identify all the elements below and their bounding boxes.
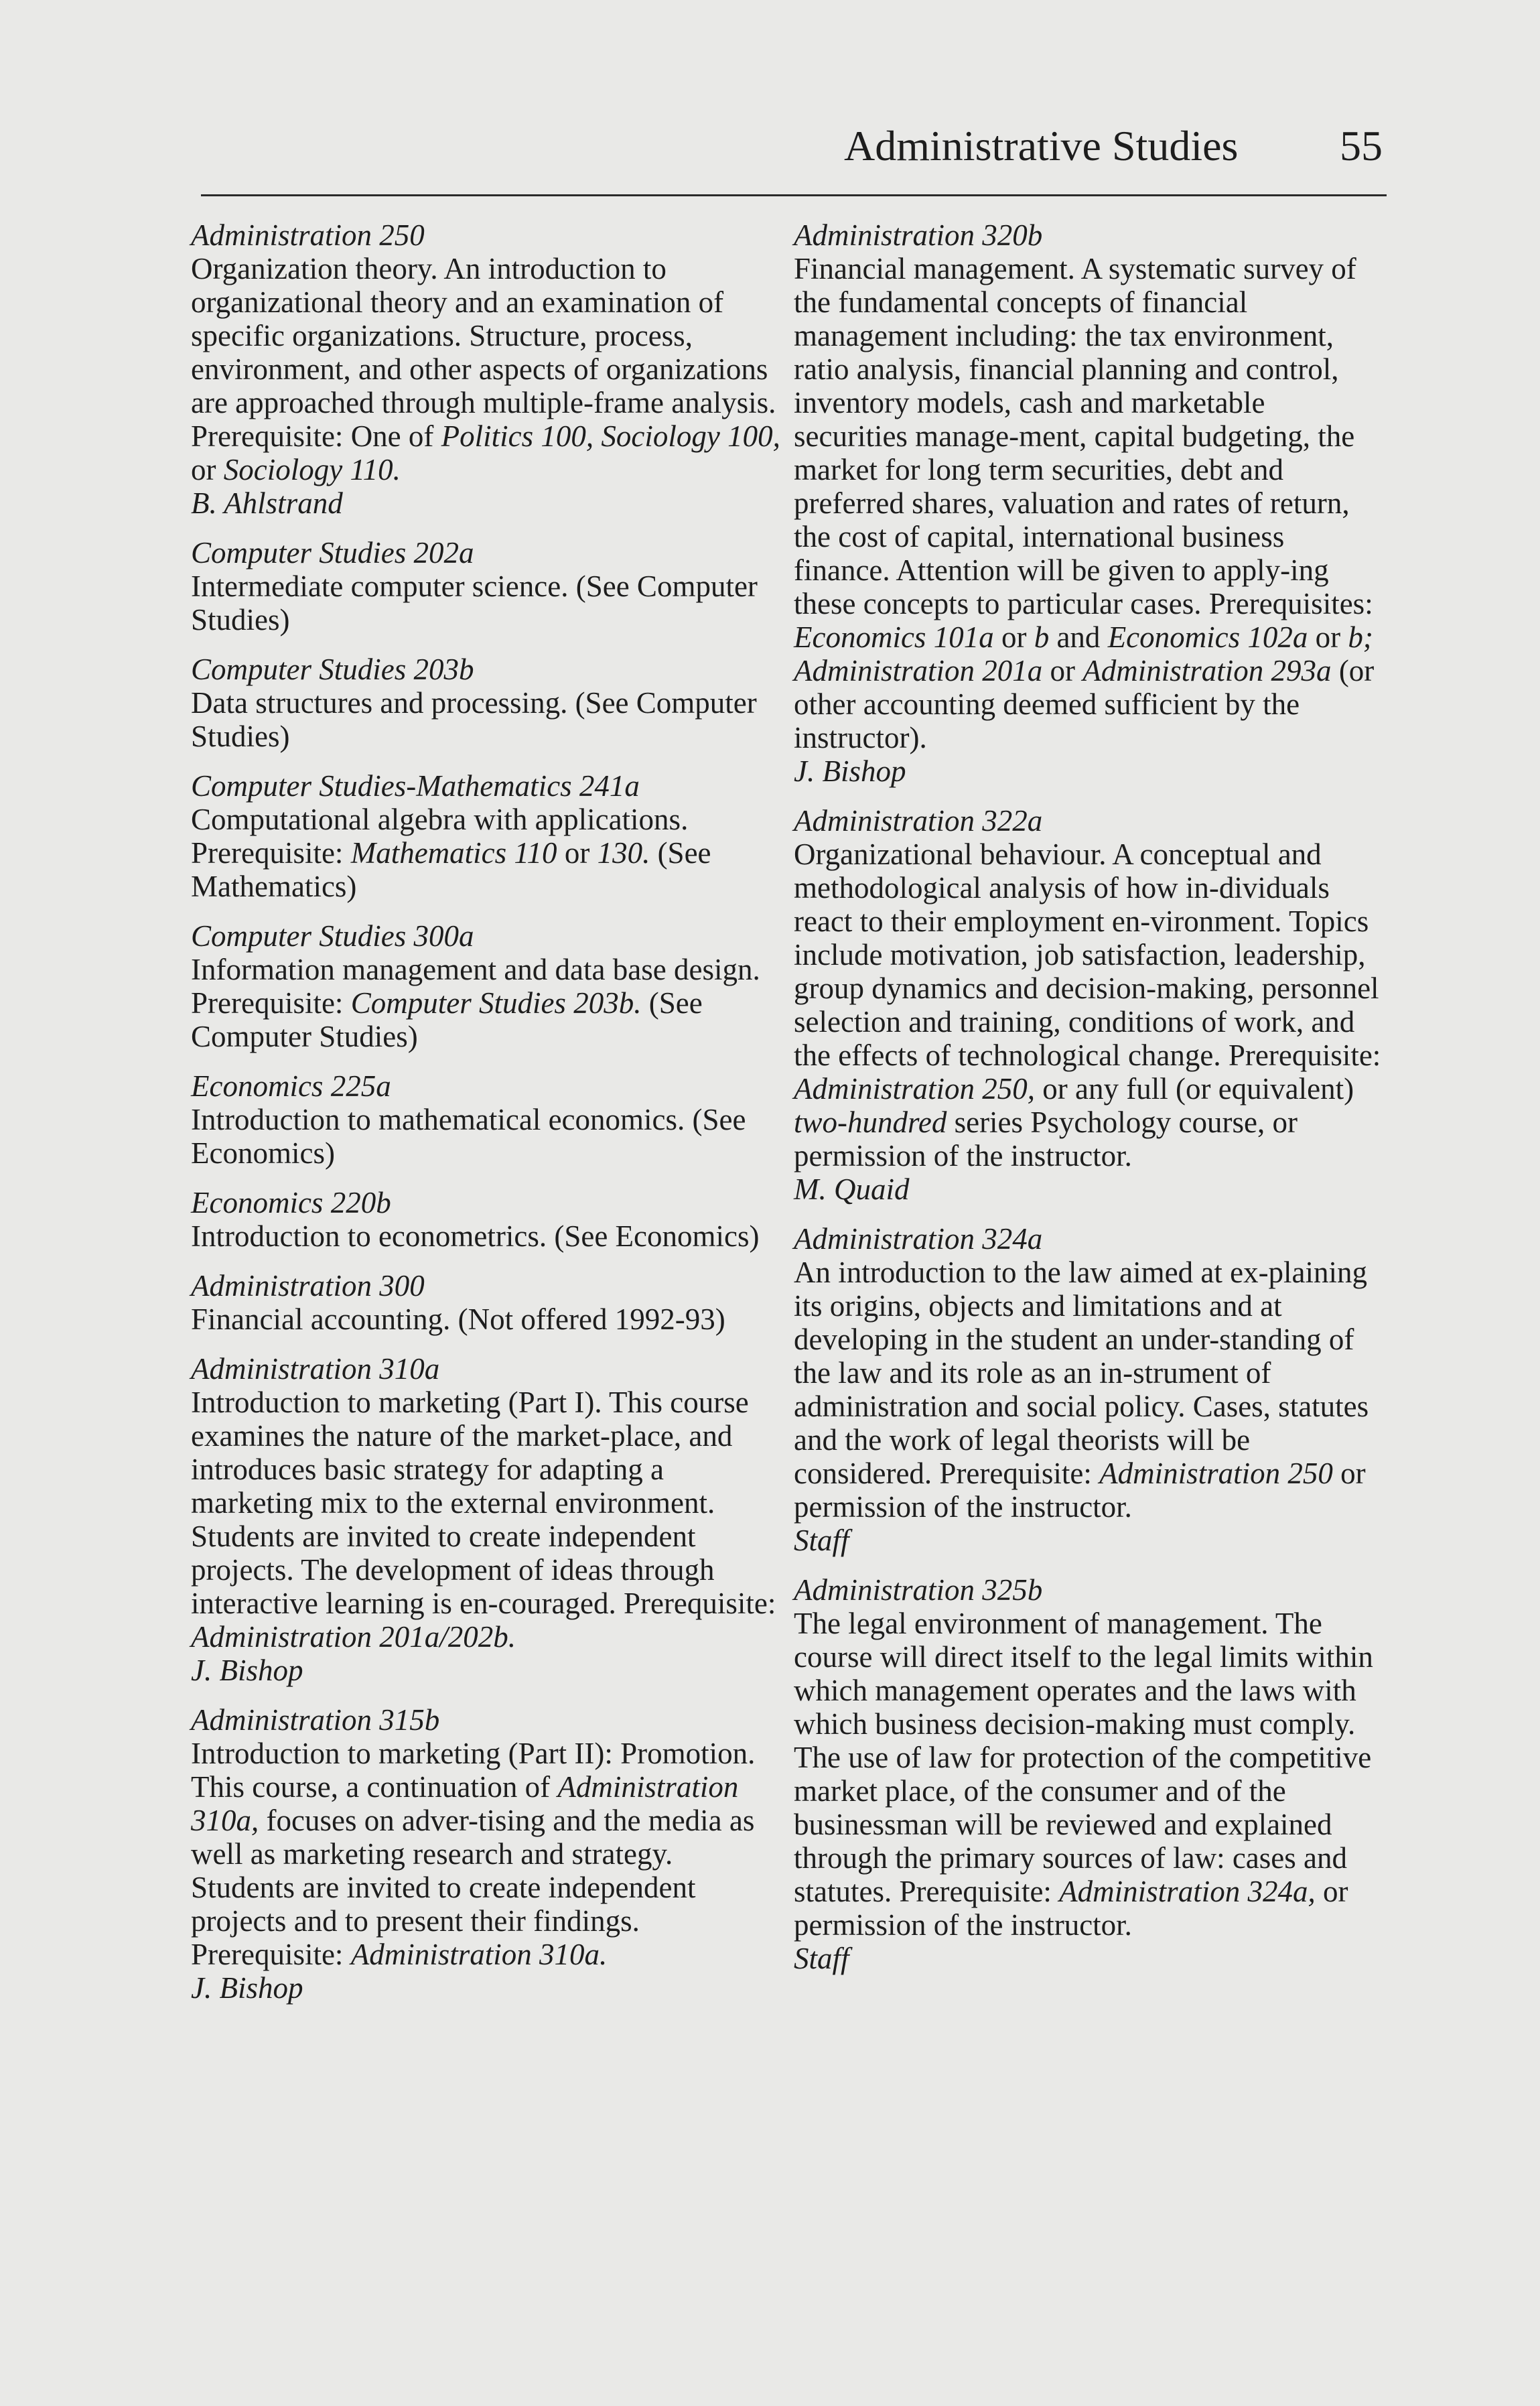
page-header bbox=[201, 114, 1387, 196]
description-text: or bbox=[993, 620, 1034, 654]
instructor-name: Staff bbox=[794, 1524, 849, 1557]
course-description bbox=[794, 252, 1383, 754]
course-entry bbox=[191, 1186, 780, 1253]
instructor-name: B. Ahlstrand bbox=[191, 486, 343, 520]
description-text: or bbox=[1308, 620, 1348, 654]
course-heading: Administration 324a bbox=[794, 1222, 1043, 1256]
course-heading: Computer Studies 202a bbox=[191, 536, 474, 570]
course-reference: 130. bbox=[597, 836, 650, 870]
description-text: series Psychology course, or permission of the instructor. bbox=[794, 1106, 1298, 1173]
course-heading: Computer Studies-Mathematics 241a bbox=[191, 769, 640, 803]
course-reference: Administration 250 bbox=[1099, 1457, 1333, 1490]
description-text: Introduction to mathematical economics. (See Economics) bbox=[191, 1103, 746, 1170]
description-text: Introduction to marketing (Part I). This course examines the nature of the market-place, and introduces basic strategy for adapting a marketing mix to the external environment. Students are invited to create independent projects. The development of ideas through interactive learning is en-couraged. Prerequisite: bbox=[191, 1386, 776, 1620]
course-entry bbox=[794, 804, 1383, 1206]
description-text: Financial management. A systematic survey of the fundamental concepts of financial management including: the tax environment, ratio analysis, financial planning and control, inventory models, cash and marketable securities manage-ment, capital budgeting, the market for long term securities, debt and preferred shares, valuation and rates of return, the cost of capital, international business finance. Attention will be given to apply-ing these concepts to particular cases. Prerequisites: bbox=[794, 252, 1373, 620]
course-heading: Economics 220b bbox=[191, 1186, 391, 1219]
course-reference: Mathematics 110 bbox=[350, 836, 557, 870]
course-entry bbox=[191, 536, 780, 637]
course-description bbox=[191, 1386, 780, 1654]
description-text: Introduction to econometrics. (See Economics) bbox=[191, 1219, 760, 1253]
course-entry bbox=[794, 1573, 1383, 1975]
description-text: Financial accounting. (Not offered 1992-93) bbox=[191, 1302, 725, 1336]
course-entry bbox=[794, 1222, 1383, 1557]
course-description bbox=[794, 1607, 1383, 1942]
description-text: (See Mathematics) bbox=[191, 836, 711, 903]
course-entry bbox=[191, 1269, 780, 1336]
course-reference: Administration 250, bbox=[794, 1072, 1036, 1106]
course-entry bbox=[191, 1352, 780, 1687]
instructor-name: Staff bbox=[794, 1942, 849, 1975]
course-description bbox=[191, 1737, 780, 1971]
course-entry bbox=[191, 218, 780, 520]
description-text: Computational algebra with applications. Prerequisite: bbox=[191, 803, 689, 870]
course-description bbox=[191, 1302, 780, 1336]
description-text: Information management and data base design. Prerequisite: bbox=[191, 953, 760, 1020]
course-heading: Administration 320b bbox=[794, 218, 1043, 252]
instructor-name: J. Bishop bbox=[191, 1971, 303, 2005]
description-text: Organizational behaviour. A conceptual and methodological analysis of how in-dividuals react to their employment en-vironment. Topics include motivation, job satisfaction, leadership, group dynamics and decision-making, personnel selection and training, conditions of work, and the effects of technological change. Prerequisite: bbox=[794, 838, 1381, 1072]
course-description bbox=[191, 570, 780, 637]
course-entry bbox=[191, 653, 780, 753]
course-reference: Economics 102a bbox=[1107, 620, 1308, 654]
course-description bbox=[191, 1103, 780, 1170]
course-description bbox=[191, 686, 780, 753]
instructor-name: J. Bishop bbox=[794, 754, 906, 788]
course-heading: Administration 325b bbox=[794, 1573, 1043, 1607]
course-heading: Economics 225a bbox=[191, 1069, 391, 1103]
course-entry bbox=[191, 1703, 780, 2005]
course-description bbox=[191, 803, 780, 903]
description-text: Data structures and processing. (See Computer Studies) bbox=[191, 686, 757, 753]
description-text: Intermediate computer science. (See Computer Studies) bbox=[191, 570, 758, 637]
description-text: Introduction to marketing (Part II): Promotion. This course, a continuation of bbox=[191, 1737, 756, 1804]
course-heading: Administration 322a bbox=[794, 804, 1043, 838]
right-column bbox=[794, 218, 1383, 1991]
course-reference: Economics 101a bbox=[794, 620, 994, 654]
description-text: or permission of the instructor. bbox=[794, 1457, 1366, 1524]
course-heading: Administration 310a bbox=[191, 1352, 440, 1386]
course-heading: Administration 300 bbox=[191, 1269, 425, 1302]
description-text: focuses on adver-tising and the media as well as marketing research and strategy. Students are invited to create independent projects and to present their findings. Prerequisite: bbox=[191, 1804, 755, 1971]
course-heading: Administration 250 bbox=[191, 218, 425, 252]
description-text: and bbox=[1049, 620, 1108, 654]
course-reference: Sociology 110. bbox=[223, 453, 401, 486]
course-entry bbox=[794, 218, 1383, 788]
course-entry bbox=[191, 769, 780, 903]
course-heading: Administration 315b bbox=[191, 1703, 440, 1737]
course-description bbox=[191, 252, 780, 486]
course-description bbox=[191, 1219, 780, 1253]
left-column bbox=[191, 218, 780, 2021]
description-text: (See Computer Studies) bbox=[191, 986, 703, 1053]
instructor-name: J. Bishop bbox=[191, 1654, 303, 1687]
course-description bbox=[794, 838, 1383, 1173]
course-reference: Administration 310a. bbox=[350, 1938, 608, 1971]
course-entry bbox=[191, 1069, 780, 1170]
course-reference: Administration 293a bbox=[1082, 654, 1332, 687]
description-text: An introduction to the law aimed at ex-plaining its origins, objects and limitations and at developing in the student an under-standing of the law and its role as an in-strument of administration and social policy. Cases, statutes and the work of legal theorists will be considered. Prerequisite: bbox=[794, 1256, 1369, 1490]
course-reference: Computer Studies 203b. bbox=[350, 986, 642, 1020]
description-text: Organization theory. An introduction to organizational theory and an examination of specific organizations. Structure, process, environment, and other aspects of organizations are approached through multiple-frame analysis. Prerequisite: One of bbox=[191, 252, 776, 453]
course-entry bbox=[191, 919, 780, 1053]
instructor-name: M. Quaid bbox=[794, 1173, 910, 1206]
course-description bbox=[794, 1256, 1383, 1524]
description-text: The legal environment of management. The course will direct itself to the legal limits within which management operates and the laws with which business decision-making must comply. The use of law for protection of the competitive market place, of the consumer and of the businessman will be reviewed and explained through the primary sources of law: cases and statutes. Prerequisite: bbox=[794, 1607, 1373, 1908]
course-description bbox=[191, 953, 780, 1053]
course-heading: Computer Studies 300a bbox=[191, 919, 474, 953]
description-text: or bbox=[557, 836, 598, 870]
running-title: Administrative Studies bbox=[844, 122, 1239, 170]
course-reference: Administration 324a, bbox=[1059, 1875, 1316, 1908]
course-reference: Politics 100, Sociology 100, bbox=[441, 419, 780, 453]
description-text: or bbox=[1042, 654, 1083, 687]
course-reference: Administration 201a/202b. bbox=[191, 1620, 516, 1654]
description-text: or bbox=[191, 453, 224, 486]
description-text: or any full (or equivalent) bbox=[1035, 1072, 1354, 1106]
course-reference: b bbox=[1034, 620, 1050, 654]
course-heading: Computer Studies 203b bbox=[191, 653, 474, 686]
course-reference: two-hundred bbox=[794, 1106, 947, 1139]
description-text: (or other accounting deemed sufficient by the instructor). bbox=[794, 654, 1375, 754]
description-text: or permission of the instructor. bbox=[794, 1875, 1348, 1942]
course-reference: Administration 310a, bbox=[191, 1770, 739, 1837]
course-reference: b; Administration 201a bbox=[794, 620, 1373, 687]
page-number: 55 bbox=[1340, 122, 1383, 170]
